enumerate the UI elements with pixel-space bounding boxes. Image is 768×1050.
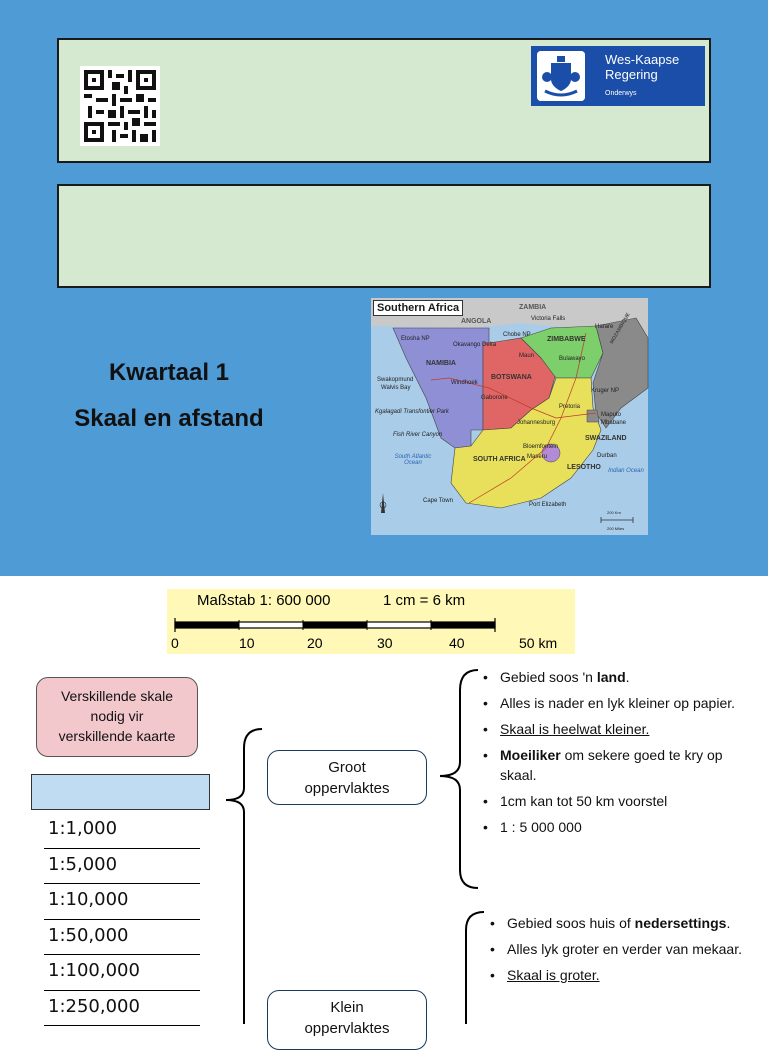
- map-title: Southern Africa: [373, 300, 463, 316]
- map-label-zimbabwe: ZIMBABWE: [547, 336, 586, 343]
- underlined-text: Skaal is heelwat kleiner.: [500, 721, 650, 737]
- map-place: Johannesburg: [517, 420, 556, 426]
- text: .: [726, 915, 731, 931]
- bold-text: land: [596, 669, 626, 685]
- map-ocean-indian: Indian Ocean: [608, 468, 644, 474]
- map-label-angola: ANGOLA: [461, 318, 492, 325]
- logo-line-1: Wes-Kaapse: [605, 52, 680, 67]
- scale-tick-label: 10: [239, 635, 255, 651]
- small-areas-box: [267, 990, 427, 1050]
- list-item: [480, 719, 760, 739]
- map-place: Maputo: [601, 412, 622, 418]
- scale-row: 1:1,000: [44, 813, 200, 849]
- pink-line-3: verskillende kaarte: [58, 728, 176, 744]
- map-place: Chobe NP: [503, 332, 531, 338]
- scale-row: 1:10,000: [44, 884, 200, 920]
- scale-ratio: Maßstab 1: 600 000: [197, 592, 331, 609]
- map-scale-miles: 200 Miles: [607, 526, 625, 531]
- list-item: [487, 913, 767, 933]
- map-place: Mbabane: [601, 420, 627, 426]
- map-place: Okavango Delta: [453, 342, 497, 348]
- scale-list: [44, 813, 200, 1026]
- text: Gebied soos huis of: [507, 915, 635, 931]
- map-place: Kgalagadi Transfontier Park: [375, 409, 449, 415]
- title-term: Kwartaal 1: [108, 359, 230, 386]
- title-topic: Skaal en afstand: [74, 405, 264, 432]
- groot-line-1: Groot: [328, 759, 366, 776]
- map-place: Maun: [519, 353, 535, 359]
- map-place: Victoria Falls: [531, 316, 566, 322]
- klein-line-1: Klein: [330, 999, 364, 1016]
- list-item: [480, 745, 760, 785]
- bold-text: nedersettings: [634, 915, 727, 931]
- map-ocean-atlantic: South Atlantic Ocean: [394, 454, 432, 466]
- scale-row: 1:5,000: [44, 849, 200, 885]
- map-label-south-africa: SOUTH AFRICA: [473, 456, 526, 463]
- map-place: Walvis Bay: [381, 385, 411, 391]
- map-scale-km: 200 Km: [607, 510, 621, 515]
- scale-tick-label: 20: [307, 635, 323, 651]
- map-label-swaziland: SWAZILAND: [585, 435, 627, 442]
- map-label-mozambique: MOZAMBIQUE: [609, 311, 632, 345]
- map-place: Etosha NP: [401, 336, 430, 342]
- map-place: Windhoek: [451, 380, 478, 386]
- groot-line-2: oppervlaktes: [304, 780, 390, 797]
- map-place: Durban: [597, 453, 617, 459]
- text: Gebied soos 'n: [500, 669, 597, 685]
- map-label-lesotho: LESOTHO: [567, 464, 601, 471]
- large-areas-list: [480, 667, 760, 843]
- bold-text: Moeiliker: [500, 747, 561, 763]
- map-place: Bulawayo: [559, 356, 586, 362]
- list-item: • 1 : 5 000 000: [480, 817, 760, 837]
- logo-line-2: Regering: [605, 67, 658, 82]
- map-place: Pretoria: [559, 404, 581, 410]
- different-scales-box: [36, 677, 198, 757]
- map-label-botswana: BOTSWANA: [491, 374, 532, 381]
- map-place: Swakopmund: [377, 377, 414, 383]
- map-place: Bloemfontein: [523, 444, 559, 450]
- list-item: [487, 965, 767, 985]
- map-place: Harare: [595, 324, 614, 330]
- scale-tick-label: 30: [377, 635, 393, 651]
- map-place: Kruger NP: [591, 388, 620, 394]
- klein-line-2: oppervlaktes: [304, 1020, 390, 1037]
- map-place: Port Elizabeth: [529, 502, 567, 508]
- map-place: Fish River Canyon: [393, 432, 443, 438]
- logo-line-3: Onderwys: [605, 90, 637, 97]
- blank-blue-box: [31, 774, 210, 810]
- map-place: Cape Town: [423, 498, 453, 504]
- text: om sekere goed te kry op skaal.: [500, 747, 723, 783]
- list-item: • Alles is nader en lyk kleiner op papier.: [480, 693, 760, 713]
- map-place: Gaborone: [481, 395, 508, 401]
- scale-row: 1:250,000: [44, 991, 200, 1027]
- underlined-text: Skaal is groter.: [507, 967, 600, 983]
- scale-tick-label: 0: [171, 635, 179, 651]
- scale-row: 1:50,000: [44, 920, 200, 956]
- list-item: • Alles lyk groter en verder van mekaar.: [487, 939, 767, 959]
- scale-tick-label: 40: [449, 635, 465, 651]
- text: .: [625, 669, 630, 685]
- scale-row: 1:100,000: [44, 955, 200, 991]
- scale-tick-label: 50 km: [519, 635, 558, 651]
- scale-equivalence: 1 cm = 6 km: [383, 592, 466, 609]
- map-label-zambia: ZAMBIA: [519, 304, 547, 311]
- small-areas-list: [487, 913, 767, 991]
- list-item: [480, 667, 760, 687]
- map-place: Maseru: [527, 454, 548, 460]
- pink-line-2: nodig vir: [90, 708, 144, 724]
- map-label-namibia: NAMIBIA: [426, 360, 456, 367]
- pink-line-1: Verskillende skale: [60, 688, 174, 704]
- list-item: • 1cm kan tot 50 km voorstel: [480, 791, 760, 811]
- large-areas-box: [267, 750, 427, 805]
